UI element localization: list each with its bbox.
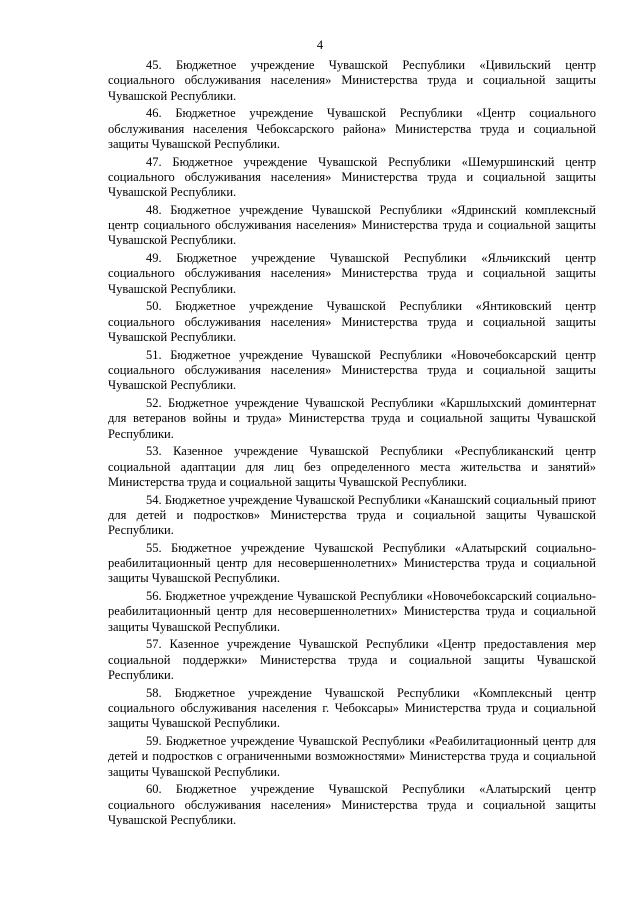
list-item: 59. Бюджетное учреждение Чувашской Республики «Реабилитационный центр для детей и подростков с ограниченными возможностями» Министерства труда и социальной защиты Чувашской Республики. [108, 733, 596, 779]
list-item: 46. Бюджетное учреждение Чувашской Республики «Центр социального обслуживания населения Чебоксарского района» Министерства труда и социальной защиты Чувашской Республики. [108, 106, 596, 151]
list-item: 55. Бюджетное учреждение Чувашской Республики «Алатырский социально-реабилитационный центр для несовершеннолетних» Министерства труда и социальной защиты Чувашской Республики. [108, 540, 596, 586]
list-item: 60. Бюджетное учреждение Чувашской Республики «Алатырский центр социального обслуживания населения» Министерства труда и социальной защиты Чувашской Республики. [108, 782, 596, 827]
list-item: 45. Бюджетное учреждение Чувашской Республики «Цивильский центр социального обслуживания населения» Министерства труда и социальной защиты Чувашской Республики. [108, 58, 596, 103]
list-item: 54. Бюджетное учреждение Чувашской Республики «Канашский социальный приют для детей и подростков» Министерства труда и социальной защиты Чувашской Республики. [108, 492, 596, 538]
list-item: 48. Бюджетное учреждение Чувашской Республики «Ядринский комплексный центр социального обслуживания населения» Министерства труда и социальной защиты Чувашской Республики. [108, 202, 596, 248]
list-item: 53. Казенное учреждение Чувашской Республики «Республиканский центр социальной адаптации для лиц без определенного места жительства и занятий» Министерства труда и социальной защиты Чувашской Республики. [108, 444, 596, 489]
list-item: 51. Бюджетное учреждение Чувашской Республики «Новочебоксарский центр социального обслуживания населения» Министерства труда и социальной защиты Чувашской Республики. [108, 347, 596, 393]
list-item: 50. Бюджетное учреждение Чувашской Республики «Янтиковский центр социального обслуживания населения» Министерства труда и социальной защиты Чувашской Республики. [108, 299, 596, 344]
document-body [108, 58, 596, 831]
page-number: 4 [316, 38, 324, 52]
list-item: 58. Бюджетное учреждение Чувашской Республики «Комплексный центр социального обслуживания населения г. Чебоксары» Министерства труда и социальной защиты Чувашской Республики. [108, 685, 596, 731]
list-item: 52. Бюджетное учреждение Чувашской Республики «Каршлыхский доминтернат для ветеранов войны и труда» Министерства труда и социальной защиты Чувашской Республики. [108, 395, 596, 441]
list-item: 56. Бюджетное учреждение Чувашской Республики «Новочебоксарский социально-реабилитационный центр для несовершеннолетних» Министерства труда и социальной защиты Чувашской Республики. [108, 589, 596, 634]
list-item: 57. Казенное учреждение Чувашской Республики «Центр предоставления мер социальной поддержки» Министерства труда и социальной защиты Чувашской Республики. [108, 637, 596, 682]
list-item: 47. Бюджетное учреждение Чувашской Республики «Шемуршинский центр социального обслуживания населения» Министерства труда и социальной защиты Чувашской Республики. [108, 154, 596, 200]
list-item: 49. Бюджетное учреждение Чувашской Республики «Яльчикский центр социального обслуживания населения» Министерства труда и социальной защиты Чувашской Республики. [108, 251, 596, 296]
